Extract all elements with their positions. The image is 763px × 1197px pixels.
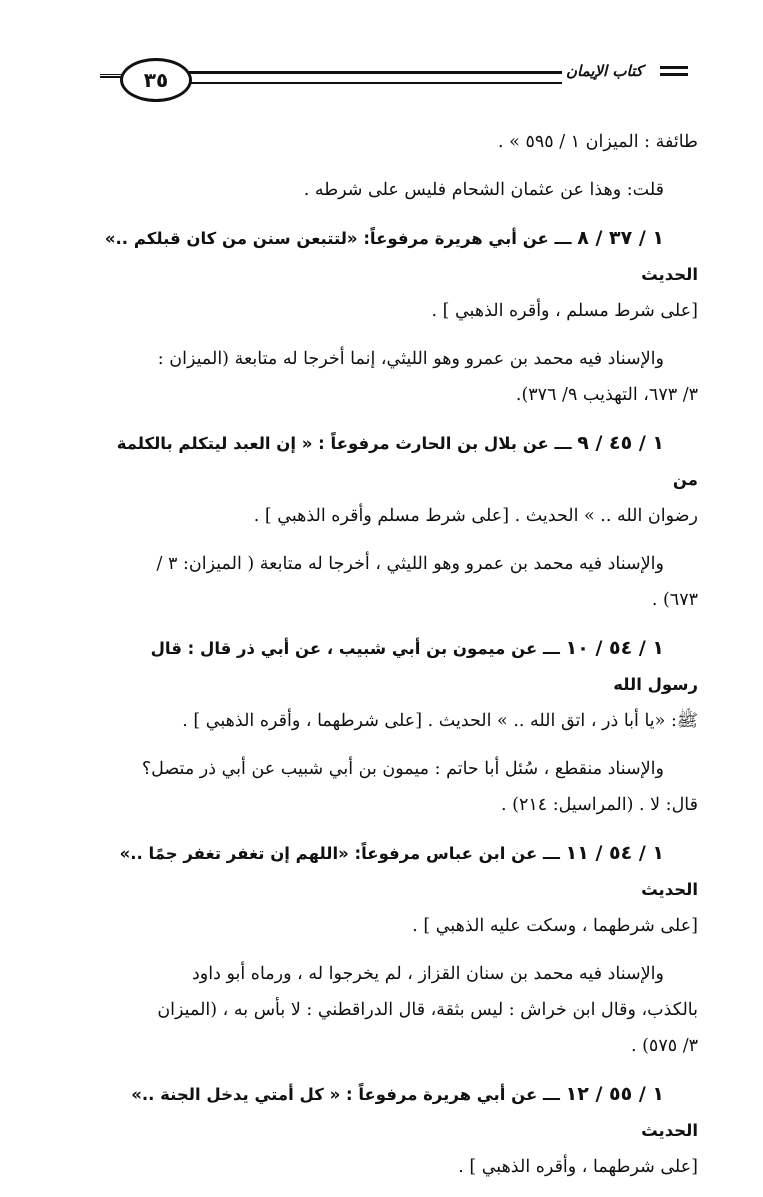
page-header <box>0 56 763 106</box>
header-ornament-icon <box>660 66 688 80</box>
page-number: ٣٥ <box>120 58 192 102</box>
book-title: كتاب الإيمان <box>566 62 643 80</box>
paragraph: طائفة : الميزان ١ / ٥٩٥ » . <box>498 132 698 152</box>
hadith-entry: ١ / ٥٤ / ١١ ـــ عن ابن عباس مرفوعاً: «اللهم إن تغفر تغفر جمًا ..» الحديث [على شرطهما ، وسكت عليه الذهبي ] . <box>119 842 698 936</box>
paragraph: والإسناد فيه محمد بن سنان القزاز ، لم يخرجوا له ، ورماه أبو داود بالكذب، وقال ابن خراش : ليس بثقة، قال الدراقطني : لا بأس به ، (الميزان ٣/ ٥٧٥) . <box>157 964 698 1056</box>
page-body <box>100 124 698 1197</box>
hadith-entry: ١ / ٤٥ / ٩ ـــ عن بلال بن الحارث مرفوعاً : « إن العبد ليتكلم بالكلمة من رضوان الله .. » الحديث . [على شرط مسلم وأقره الذهبي ] . <box>116 432 698 526</box>
entry-number: ١ / ٣٧ / ٨ <box>577 227 664 249</box>
hadith-entry: ١ / ٥٥ / ١٢ ـــ عن أبي هريرة مرفوعاً : « كل أمتي يدخل الجنة ..» الحديث [على شرطهما ، وأقره الذهبي ] . <box>131 1083 698 1177</box>
entry-number: ١ / ٤٥ / ٩ <box>577 432 664 454</box>
hadith-entry: ١ / ٥٤ / ١٠ ـــ عن ميمون بن أبي شبيب ، عن أبي ذر قال : قال رسول الله ﷺ: «يا أبا ذر ، اتق الله .. » الحديث . [على شرطهما ، وأقره الذهبي ] . <box>150 637 698 731</box>
paragraph: والإسناد فيه محمد بن عمرو وهو الليثي ، أخرجا له متابعة ( الميزان: ٣ / ٦٧٣) . <box>156 554 698 610</box>
paragraph: قلت: وهذا عن عثمان الشحام فليس على شرطه . <box>303 180 664 200</box>
entry-number: ١ / ٥٤ / ١١ <box>565 842 664 864</box>
paragraph: والإسناد فيه محمد بن عمرو وهو الليثي، إنما أخرجا له متابعة (الميزان : ٣/ ٦٧٣، التهذيب ٩/ ٣٧٦). <box>157 349 698 405</box>
paragraph: والإسناد منقطع ، سُئل أبا حاتم : ميمون بن أبي شبيب عن أبي ذر متصل؟ قال: لا . (المراسيل: ٢١٤) . <box>141 759 698 815</box>
entry-number: ١ / ٥٤ / ١٠ <box>565 637 664 659</box>
hadith-entry: ١ / ٣٧ / ٨ ـــ عن أبي هريرة مرفوعاً: «لتتبعن سنن من كان قبلكم ..» الحديث [على شرط مسلم ، وأقره الذهبي ] . <box>104 227 698 321</box>
header-rule <box>170 71 562 84</box>
entry-number: ١ / ٥٥ / ١٢ <box>565 1083 664 1105</box>
